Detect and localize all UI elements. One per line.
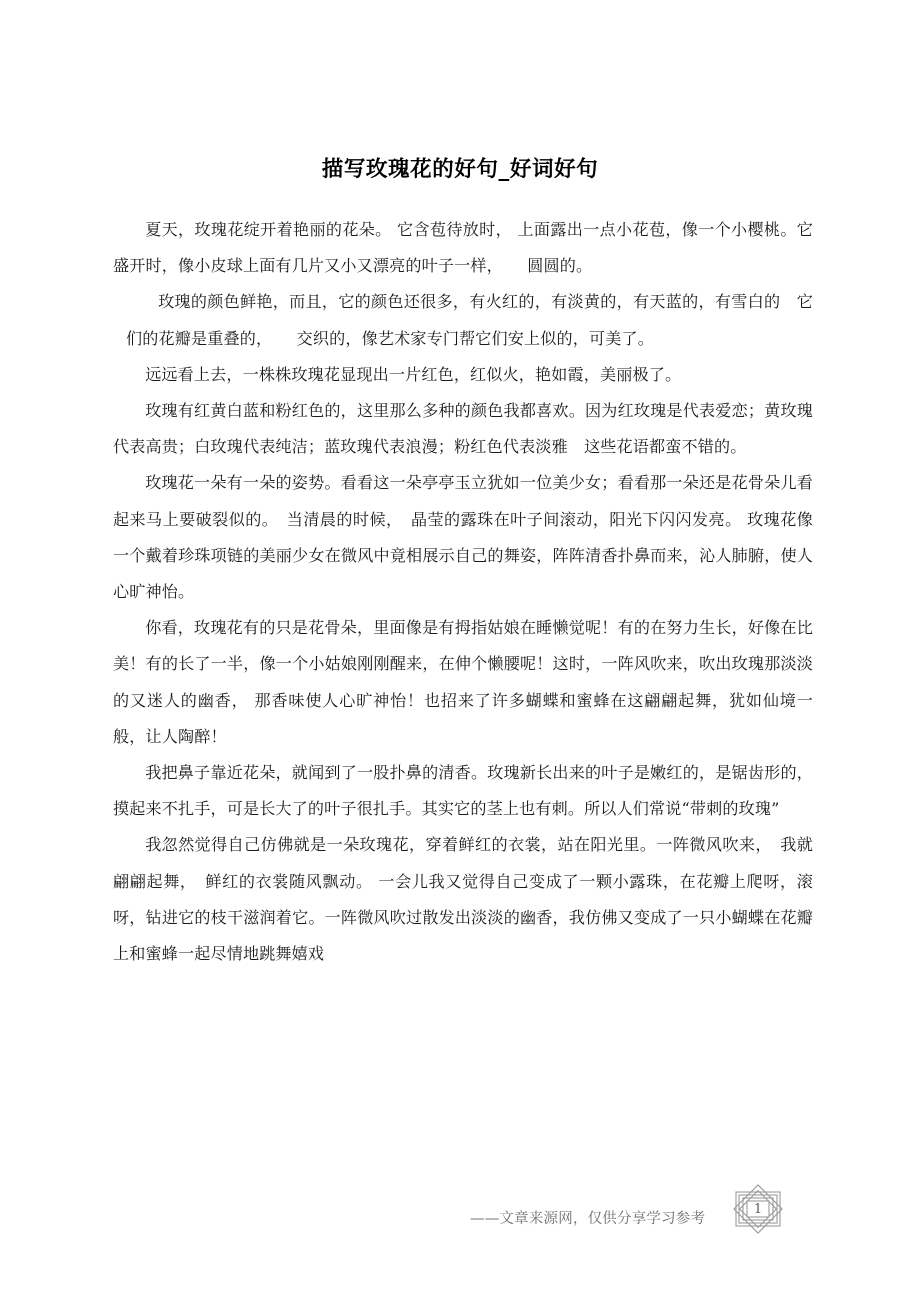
paragraph-2: 玫瑰的颜色鲜艳，而且，它的颜色还很多，有火红的，有淡黄的，有天蓝的，有雪白的 它们的花瓣是重叠的， 交织的，像艺术家专门帮它们安上似的，可美了。 [126,292,813,348]
document-body [113,212,813,972]
page-title: 描写玫瑰花的好句_好词好句 [321,157,599,182]
paragraph-4: 玫瑰有红黄白蓝和粉红色的，这里那么多种的颜色我都喜欢。因为红玫瑰是代表爱恋；黄玫瑰代表高贵；白玫瑰代表纯洁；蓝玫瑰代表浪漫；粉红色代表淡雅 这些花语都蛮不错的。 [113,401,813,457]
paragraph-8: 我忽然觉得自己仿佛就是一朵玫瑰花，穿着鲜红的衣裳，站在阳光里。一阵微风吹来， 我就翩翩起舞， 鲜红的衣裳随风飘动。 一会儿我又觉得自己变成了一颗小露珠，在花瓣上爬呀，滚呀，钻进它的枝干滋润着它。一阵微风吹过散发出淡淡的幽香，我仿佛又变成了一只小蝴蝶在花瓣上和蜜蜂一起尽情地跳舞嬉戏 [113,835,813,964]
paragraph-1: 夏天，玫瑰花绽开着艳丽的花朵。 它含苞待放时， 上面露出一点小花苞，像一个小樱桃。它盛开时，像小皮球上面有几片又小又漂亮的叶子一样， 圆圆的。 [113,220,813,276]
paragraph-6: 你看，玫瑰花有的只是花骨朵，里面像是有拇指姑娘在睡懒觉呢！有的在努力生长，好像在比美！有的长了一半，像一个小姑娘刚刚醒来，在伸个懒腰呢！这时，一阵风吹来，吹出玫瑰那淡淡的又迷人的幽香， 那香味使人心旷神怡！也招来了许多蝴蝶和蜜蜂在这翩翩起舞，犹如仙境一般，让人陶醉！ [113,618,813,746]
page-number: 1 [753,1201,763,1217]
paragraph-3: 远远看上去，一株株玫瑰花显现出一片红色，红似火，艳如霞，美丽极了。 [145,364,682,384]
source-note: ——文章来源网，仅供分享学习参考 [470,1211,706,1227]
paragraph-5: 玫瑰花一朵有一朵的姿势。看看这一朵亭亭玉立犹如一位美少女；看看那一朵还是花骨朵儿看起来马上要破裂似的。 当清晨的时候， 晶莹的露珠在叶子间滚动，阳光下闪闪发亮。 玫瑰花像一个戴着珍珠项链的美丽少女在微风中竟相展示自己的舞姿，阵阵清香扑鼻而来，沁人肺腑，使人心旷神怡。 [113,473,813,602]
page-footer [0,1196,920,1256]
paragraph-7: 我把鼻子靠近花朵，就闻到了一股扑鼻的清香。玫瑰新长出来的叶子是嫩红的，是锯齿形的，摸起来不扎手，可是长大了的叶子很扎手。其实它的茎上也有刺。所以人们常说“带刺的玫瑰” [113,763,813,819]
